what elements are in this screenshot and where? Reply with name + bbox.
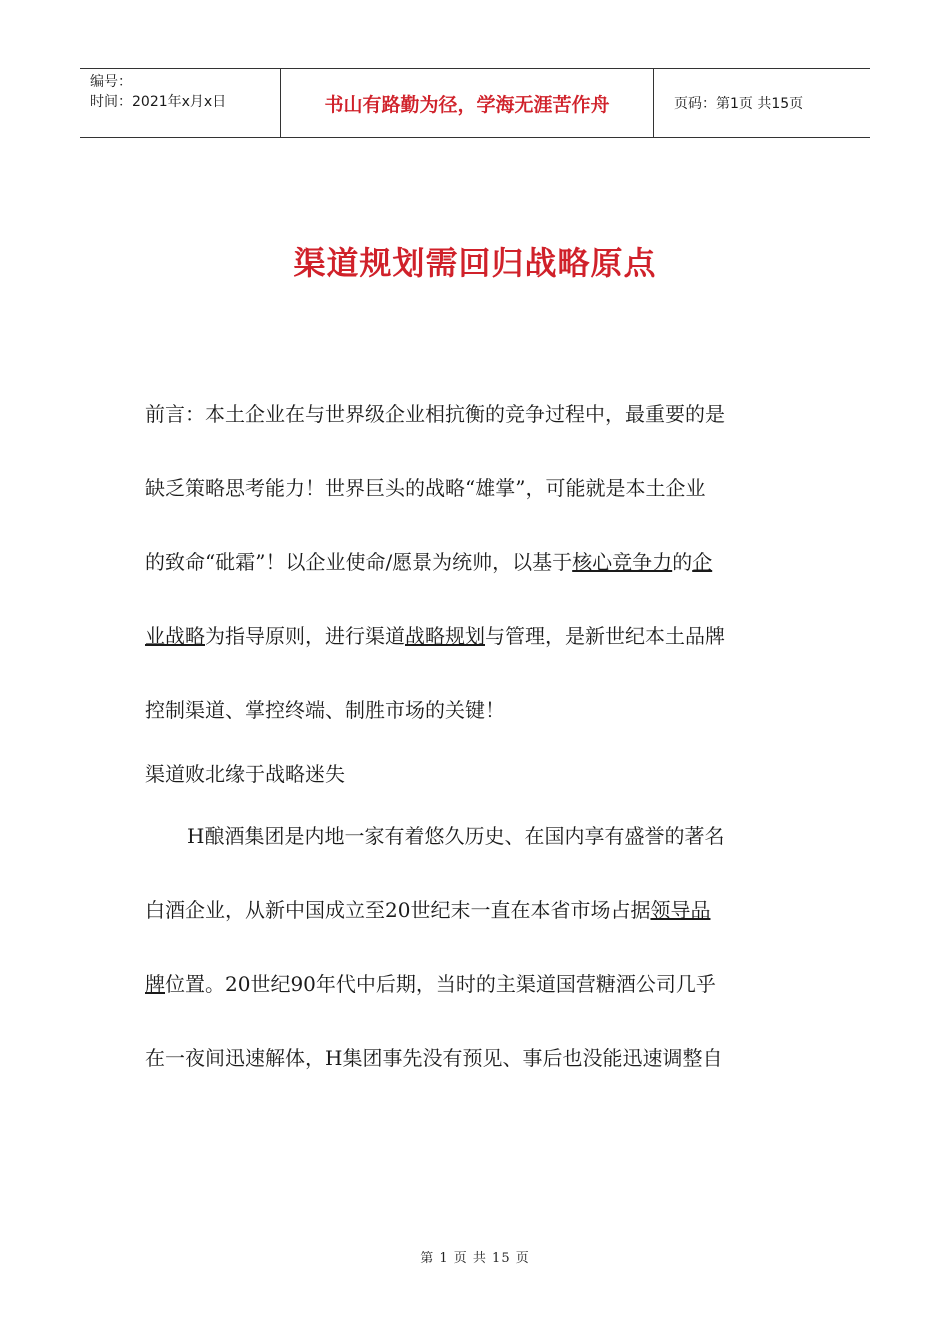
intro-text: 的 xyxy=(672,550,693,574)
link-strategic-planning[interactable]: 战略规划 xyxy=(405,624,485,648)
motto-text: 书山有路勤为径，学海无涯苦作舟 xyxy=(324,93,610,116)
intro-line-1: 前言：本土企业在与世界级企业相抗衡的竞争过程中，最重要的是 xyxy=(145,402,725,426)
body-text: H酿酒集团是内地一家有着悠久历史、在国内享有盛誉的著名 xyxy=(187,824,725,848)
time-label: 时间：2021年x月x日 xyxy=(90,94,227,110)
link-enterprise-strategy-cont[interactable]: 业战略 xyxy=(145,624,205,648)
header-page-cell xyxy=(664,69,870,137)
body-text: 位置。20世纪90年代中后期，当时的主渠道国营糖酒公司几乎 xyxy=(165,972,716,996)
body-line-3 xyxy=(145,968,815,997)
body-line-4: 在一夜间迅速解体，H集团事先没有预见、事后也没能迅速调整自 xyxy=(145,1046,723,1070)
body-line-2 xyxy=(145,894,815,923)
link-enterprise-strategy[interactable]: 企 xyxy=(692,550,713,574)
header-motto-cell xyxy=(281,69,654,137)
intro-text: 的致命“砒霜”！以企业使命/愿景为统帅，以基于 xyxy=(145,550,573,574)
link-leading-brand[interactable]: 领导品 xyxy=(650,898,711,922)
page-footer: 第 1 页 共 15 页 xyxy=(420,1251,530,1266)
document-title: 渠道规划需回归战略原点 xyxy=(293,244,657,282)
intro-line-5: 控制渠道、掌控终端、制胜市场的关键！ xyxy=(145,698,505,722)
link-core-competence[interactable]: 核心竞争力 xyxy=(572,550,673,574)
page-info: 页码：第1页 共15页 xyxy=(674,96,804,112)
section-heading: 渠道败北缘于战略迷失 xyxy=(145,762,345,786)
body-text: 白酒企业，从新中国成立至20世纪末一直在本省市场占据 xyxy=(145,898,651,922)
intro-line-2: 缺乏策略思考能力！世界巨头的战略“雄掌”，可能就是本土企业 xyxy=(145,476,706,500)
header-meta-cell xyxy=(80,69,281,137)
body-line-1 xyxy=(145,820,815,849)
link-leading-brand-cont[interactable]: 牌 xyxy=(145,972,165,996)
intro-line-3 xyxy=(145,546,815,575)
number-label: 编号： xyxy=(90,74,132,90)
header-table xyxy=(80,68,870,138)
intro-text: 为指导原则，进行渠道 xyxy=(205,624,405,648)
intro-text: 与管理，是新世纪本土品牌 xyxy=(485,624,725,648)
intro-line-4 xyxy=(145,620,815,649)
